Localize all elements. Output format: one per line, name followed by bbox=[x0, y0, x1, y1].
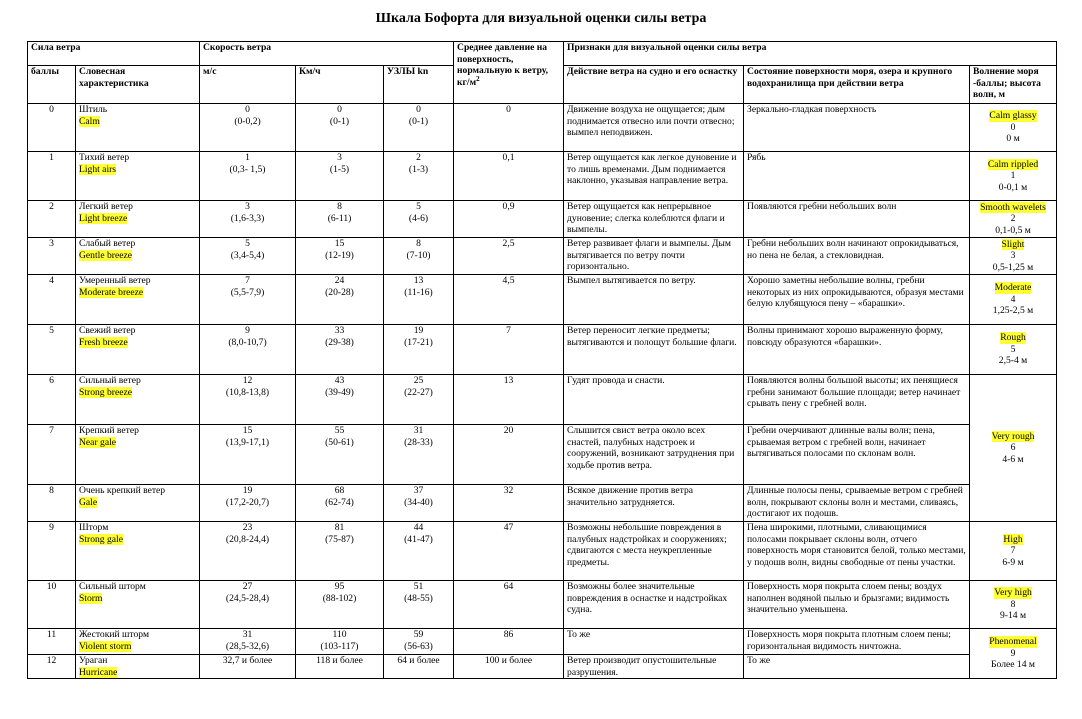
wave-cell bbox=[970, 375, 1057, 522]
sea-state: То же bbox=[744, 655, 970, 679]
speed-kmh-range: (50-61) bbox=[325, 436, 354, 448]
speed-knots-range: (28-33) bbox=[404, 436, 433, 448]
beaufort-number: 6 bbox=[28, 375, 76, 425]
beaufort-table bbox=[27, 41, 1057, 679]
speed-kmh-range: (6-11) bbox=[327, 212, 352, 224]
speed-kmh bbox=[296, 425, 384, 485]
table-row bbox=[28, 655, 1057, 679]
name-ru: Тихий ветер bbox=[79, 152, 130, 163]
speed-ms-range: (3,4-5,4) bbox=[230, 249, 265, 261]
wave-name-en: Rough bbox=[1000, 332, 1026, 344]
speed-knots bbox=[384, 275, 454, 325]
speed-kmh-range: (88-102) bbox=[322, 592, 357, 604]
name-en: Gale bbox=[79, 496, 98, 508]
speed-ms-value: 0 bbox=[245, 104, 250, 115]
pressure-value: 100 и более bbox=[454, 655, 564, 679]
sea-state: Длинные полосы пены, срываемые ветром с гребней волн, покрывают склоны волн и местами, сливаясь, достигают их подошв. bbox=[744, 485, 970, 522]
speed-knots-range: (7-10) bbox=[406, 249, 431, 261]
speed-knots-value: 51 bbox=[413, 581, 424, 592]
wave-cell bbox=[970, 238, 1057, 275]
header-kmh: Км/ч bbox=[296, 66, 384, 104]
speed-knots bbox=[384, 325, 454, 375]
speed-ms bbox=[200, 655, 296, 679]
speed-ms-range: (20,8-24,4) bbox=[225, 533, 270, 545]
speed-knots-value: 2 bbox=[416, 152, 421, 163]
table-row bbox=[28, 629, 1057, 655]
verbal-cell bbox=[76, 581, 200, 629]
wave-cell bbox=[970, 522, 1057, 581]
wave-name-en: Slight bbox=[1001, 238, 1025, 250]
verbal-cell bbox=[76, 425, 200, 485]
ship-effect: Ветер ощущается как легкое дуновение и то лишь временами. Дым поднимается наклонно, указывая направление ветра. bbox=[564, 152, 744, 201]
speed-kmh bbox=[296, 325, 384, 375]
name-en: Storm bbox=[79, 592, 103, 604]
wave-cell bbox=[970, 152, 1057, 201]
ship-effect: Гудят провода и снасти. bbox=[564, 375, 744, 425]
sea-state: Поверхность моря покрыта плотным слоем пены; горизонтальная видимость ничтожна. bbox=[744, 629, 970, 655]
name-en: Gentle breeze bbox=[79, 249, 132, 261]
speed-knots-range: (34-40) bbox=[404, 496, 433, 508]
wave-height: 4-6 м bbox=[1002, 453, 1024, 465]
name-en: Moderate breeze bbox=[79, 286, 144, 298]
ship-effect: Ветер ощущается как непрерывное дуновение; слегка колеблются флаги и вымпелы. bbox=[564, 201, 744, 238]
speed-knots-range: (56-63) bbox=[404, 640, 433, 652]
header-force: Сила ветра bbox=[28, 42, 200, 66]
name-ru: Крепкий ветер bbox=[79, 425, 139, 436]
verbal-cell bbox=[76, 375, 200, 425]
pressure-value: 64 bbox=[454, 581, 564, 629]
speed-ms-value: 27 bbox=[242, 581, 253, 592]
speed-knots-value: 25 bbox=[413, 375, 424, 386]
speed-knots bbox=[384, 238, 454, 275]
verbal-cell bbox=[76, 152, 200, 201]
wave-height: 6-9 м bbox=[1002, 556, 1024, 568]
table-row bbox=[28, 104, 1057, 152]
speed-kmh-value: 15 bbox=[334, 238, 345, 249]
speed-kmh-value: 8 bbox=[337, 201, 342, 212]
speed-kmh-value: 33 bbox=[334, 325, 345, 336]
speed-knots bbox=[384, 655, 454, 679]
beaufort-number: 10 bbox=[28, 581, 76, 629]
name-ru: Легкий ветер bbox=[79, 201, 133, 212]
beaufort-number: 12 bbox=[28, 655, 76, 679]
sea-state: Зеркально-гладкая поверхность bbox=[744, 104, 970, 152]
name-ru: Штиль bbox=[79, 104, 108, 115]
wave-cell bbox=[970, 325, 1057, 375]
speed-kmh bbox=[296, 201, 384, 238]
pressure-value: 32 bbox=[454, 485, 564, 522]
speed-kmh-value: 81 bbox=[334, 522, 345, 533]
speed-ms-range: (24,5-28,4) bbox=[225, 592, 270, 604]
beaufort-number: 2 bbox=[28, 201, 76, 238]
speed-kmh-value: 3 bbox=[337, 152, 342, 163]
ship-effect: Всякое движение против ветра значительно затрудняется. bbox=[564, 485, 744, 522]
table-row bbox=[28, 275, 1057, 325]
speed-ms bbox=[200, 325, 296, 375]
table-row bbox=[28, 425, 1057, 485]
beaufort-number: 4 bbox=[28, 275, 76, 325]
speed-kmh-value: 68 bbox=[334, 485, 345, 496]
wave-score: 4 bbox=[1010, 293, 1016, 305]
speed-kmh-value: 0 bbox=[337, 104, 342, 115]
speed-knots-value: 44 bbox=[413, 522, 424, 533]
speed-knots bbox=[384, 152, 454, 201]
table-row bbox=[28, 581, 1057, 629]
speed-ms-range: (28,5-32,6) bbox=[225, 640, 270, 652]
wave-score: 5 bbox=[1010, 343, 1016, 355]
speed-kmh-range: (103-117) bbox=[320, 640, 359, 652]
name-en: Fresh breeze bbox=[79, 336, 128, 348]
speed-knots-range: (17-21) bbox=[404, 336, 433, 348]
speed-kmh bbox=[296, 375, 384, 425]
wave-score: 2 bbox=[1010, 213, 1016, 225]
wave-name-en: Very high bbox=[994, 587, 1032, 599]
pressure-value: 4,5 bbox=[454, 275, 564, 325]
header-ms: м/с bbox=[200, 66, 296, 104]
verbal-cell bbox=[76, 104, 200, 152]
verbal-cell bbox=[76, 201, 200, 238]
sea-state: Волны принимают хорошо выраженную форму, повсюду образуются «барашки». bbox=[744, 325, 970, 375]
speed-kmh bbox=[296, 522, 384, 581]
speed-knots bbox=[384, 629, 454, 655]
wave-height: Более 14 м bbox=[991, 659, 1035, 671]
beaufort-number: 5 bbox=[28, 325, 76, 375]
beaufort-number: 3 bbox=[28, 238, 76, 275]
speed-knots-range: (11-16) bbox=[404, 286, 433, 298]
speed-kmh-range: (1-5) bbox=[329, 163, 350, 175]
speed-kmh-range: (29-38) bbox=[325, 336, 354, 348]
speed-ms bbox=[200, 275, 296, 325]
speed-ms bbox=[200, 152, 296, 201]
name-ru: Очень крепкий ветер bbox=[79, 485, 166, 496]
header-row-1 bbox=[28, 42, 1057, 66]
speed-ms bbox=[200, 522, 296, 581]
verbal-cell bbox=[76, 522, 200, 581]
speed-ms-value: 7 bbox=[245, 275, 250, 286]
speed-ms-range: (1,6-3,3) bbox=[230, 212, 265, 224]
ship-effect: Ветер развивает флаги и вымпелы. Дым вытягивается по ветру почти горизонтально. bbox=[564, 238, 744, 275]
table-row bbox=[28, 522, 1057, 581]
speed-knots-range: (0-1) bbox=[408, 115, 429, 127]
ship-effect: Ветер переносит легкие предметы; вытягиваются и полощут большие флаги. bbox=[564, 325, 744, 375]
pressure-value: 0,1 bbox=[454, 152, 564, 201]
pressure-value: 13 bbox=[454, 375, 564, 425]
beaufort-number: 9 bbox=[28, 522, 76, 581]
beaufort-number: 11 bbox=[28, 629, 76, 655]
speed-knots bbox=[384, 201, 454, 238]
sea-state: Поверхность моря покрыта слоем пены; воздух наполнен водяной пылью и брызгами; видимость значительно уменьшена. bbox=[744, 581, 970, 629]
wave-name-en: Moderate bbox=[994, 282, 1032, 294]
sea-state: Рябь bbox=[744, 152, 970, 201]
speed-kmh-range: (62-74) bbox=[325, 496, 354, 508]
speed-kmh bbox=[296, 152, 384, 201]
speed-ms-value: 1 bbox=[245, 152, 250, 163]
speed-ms-range: (0,3- 1,5) bbox=[229, 163, 266, 175]
table-row bbox=[28, 152, 1057, 201]
speed-knots-range: (22-27) bbox=[404, 386, 433, 398]
page-title: Шкала Бофорта для визуальной оценки силы ветра bbox=[375, 11, 707, 26]
wave-score: 3 bbox=[1010, 250, 1016, 262]
speed-kmh bbox=[296, 581, 384, 629]
speed-knots-value: 13 bbox=[413, 275, 424, 286]
sea-state: Гребни небольших волн начинают опрокидываться, но пена не белая, а стекловидная. bbox=[744, 238, 970, 275]
speed-ms-value: 9 bbox=[245, 325, 250, 336]
name-en: Strong gale bbox=[79, 533, 123, 545]
wave-name-en: Calm rippled bbox=[987, 158, 1039, 170]
speed-knots bbox=[384, 522, 454, 581]
header-ship: Действие ветра на судно и его оснастку bbox=[564, 66, 744, 104]
sea-state: Появляются гребни небольших волн bbox=[744, 201, 970, 238]
ship-effect: Возможны небольшие повреждения в палубных надстройках и сооружениях; сдвигаются с места неукрепленные предметы. bbox=[564, 522, 744, 581]
name-ru: Шторм bbox=[79, 522, 109, 533]
table-row bbox=[28, 375, 1057, 425]
wave-height: 9-14 м bbox=[999, 610, 1027, 622]
speed-knots-value: 64 и более bbox=[397, 655, 440, 666]
ship-effect: Возможны более значительные повреждения в оснастке и надстройках судна. bbox=[564, 581, 744, 629]
sea-state: Появляются волны большой высоты; их пенящиеся гребни занимают большие площади; ветер начинает срывать пену с гребней волн. bbox=[744, 375, 970, 425]
speed-kmh bbox=[296, 104, 384, 152]
wave-score: 6 bbox=[1010, 442, 1016, 454]
speed-ms-range: (8,0-10,7) bbox=[228, 336, 267, 348]
name-en: Light breeze bbox=[79, 212, 128, 224]
speed-ms-range: (17,2-20,7) bbox=[225, 496, 270, 508]
speed-knots-value: 31 bbox=[413, 425, 424, 436]
ship-effect: Ветер производит опустошительные разрушения. bbox=[564, 655, 744, 679]
pressure-value: 0,9 bbox=[454, 201, 564, 238]
speed-ms bbox=[200, 201, 296, 238]
name-en: Strong breeze bbox=[79, 386, 133, 398]
speed-ms-value: 12 bbox=[242, 375, 253, 386]
wave-score: 8 bbox=[1010, 598, 1016, 610]
verbal-cell bbox=[76, 325, 200, 375]
beaufort-number: 7 bbox=[28, 425, 76, 485]
name-ru: Сильный шторм bbox=[79, 581, 146, 592]
speed-knots-value: 0 bbox=[416, 104, 421, 115]
speed-ms-range: (5,5-7,9) bbox=[230, 286, 265, 298]
wave-name-en: Phenomenal bbox=[989, 636, 1037, 648]
name-en: Hurricane bbox=[79, 666, 118, 678]
ship-effect: То же bbox=[564, 629, 744, 655]
wave-name-en: Smooth wavelets bbox=[980, 201, 1046, 213]
speed-kmh-value: 24 bbox=[334, 275, 345, 286]
speed-kmh bbox=[296, 275, 384, 325]
speed-knots bbox=[384, 425, 454, 485]
table-row bbox=[28, 238, 1057, 275]
pressure-value: 47 bbox=[454, 522, 564, 581]
speed-kmh-value: 118 и более bbox=[316, 655, 363, 666]
wave-height: 0,5-1,25 м bbox=[992, 261, 1034, 273]
speed-kmh bbox=[296, 238, 384, 275]
speed-knots-value: 37 bbox=[413, 485, 424, 496]
wave-cell bbox=[970, 629, 1057, 679]
speed-kmh-value: 55 bbox=[334, 425, 345, 436]
speed-knots-value: 8 bbox=[416, 238, 421, 249]
name-ru: Свежий ветер bbox=[79, 325, 136, 336]
speed-kmh-range: (12-19) bbox=[325, 249, 354, 261]
speed-kmh-range: (0-1) bbox=[329, 115, 350, 127]
wave-cell bbox=[970, 201, 1057, 238]
beaufort-number: 8 bbox=[28, 485, 76, 522]
pressure-value: 20 bbox=[454, 425, 564, 485]
wave-score: 7 bbox=[1010, 545, 1016, 557]
pressure-value: 7 bbox=[454, 325, 564, 375]
wave-cell bbox=[970, 581, 1057, 629]
speed-knots-value: 5 bbox=[416, 201, 421, 212]
speed-ms-range: (13,9-17,1) bbox=[225, 436, 270, 448]
name-en: Light airs bbox=[79, 163, 117, 175]
wave-height: 0,1-0,5 м bbox=[995, 224, 1031, 236]
speed-ms bbox=[200, 425, 296, 485]
name-ru: Сильный ветер bbox=[79, 375, 141, 386]
speed-kmh-range: (75-87) bbox=[325, 533, 354, 545]
speed-ms-value: 31 bbox=[242, 629, 253, 640]
pressure-value: 0 bbox=[454, 104, 564, 152]
speed-ms bbox=[200, 629, 296, 655]
verbal-cell bbox=[76, 275, 200, 325]
header-knots: УЗЛЫ kn bbox=[384, 66, 454, 104]
speed-ms-value: 3 bbox=[245, 201, 250, 212]
verbal-cell bbox=[76, 629, 200, 655]
sea-state: Хорошо заметны небольшие волны, гребни некоторых из них опрокидываются, образуя местами белую клубящуюся пену – «барашки». bbox=[744, 275, 970, 325]
ship-effect: Движение воздуха не ощущается; дым поднимается отвесно или почти отвесно; вымпел неподвижен. bbox=[564, 104, 744, 152]
speed-ms bbox=[200, 375, 296, 425]
speed-knots-range: (48-55) bbox=[404, 592, 433, 604]
name-ru: Жестокий шторм bbox=[79, 629, 150, 640]
speed-ms bbox=[200, 104, 296, 152]
header-sea: Состояние поверхности моря, озера и крупного водохранилища при действии ветра bbox=[744, 66, 970, 104]
speed-ms-value: 23 bbox=[242, 522, 253, 533]
speed-ms-range: (0-0,2) bbox=[234, 115, 261, 127]
header-signs: Признаки для визуальной оценки силы ветра bbox=[564, 42, 1057, 66]
speed-kmh-value: 110 bbox=[332, 629, 347, 640]
sea-state: Пена широкими, плотными, сливающимися полосами покрывает склоны волн, отчего поверхность моря становится белой, только местами, у подошв волн, видны свободные от пены участки. bbox=[744, 522, 970, 581]
speed-kmh bbox=[296, 629, 384, 655]
wave-name-en: Calm glassy bbox=[989, 110, 1037, 122]
ship-effect: Слышится свист ветра около всех снастей, палубных надстроек и сооружений, возникают затруднения при ходьбе против ветра. bbox=[564, 425, 744, 485]
wave-height: 1,25-2,5 м bbox=[992, 305, 1034, 317]
speed-knots bbox=[384, 581, 454, 629]
wave-name-en: Very rough bbox=[991, 430, 1035, 442]
speed-kmh bbox=[296, 655, 384, 679]
speed-ms-value: 15 bbox=[242, 425, 253, 436]
table-row bbox=[28, 485, 1057, 522]
wave-height: 0 м bbox=[1006, 133, 1020, 145]
speed-kmh-range: (39-49) bbox=[325, 386, 354, 398]
speed-ms-value: 5 bbox=[245, 238, 250, 249]
name-en: Violent storm bbox=[79, 640, 132, 652]
header-pressure: Среднее давление на поверхность, нормальную к ветру, $кг/м^2$ bbox=[454, 42, 564, 104]
beaufort-number: 0 bbox=[28, 104, 76, 152]
name-ru: Умеренный ветер bbox=[79, 275, 151, 286]
wave-score: 0 bbox=[1010, 121, 1016, 133]
wave-height: 2,5-4 м bbox=[998, 355, 1028, 367]
wave-score: 1 bbox=[1010, 170, 1016, 182]
speed-knots-range: (4-6) bbox=[408, 212, 429, 224]
table-row bbox=[28, 325, 1057, 375]
speed-ms-value: 19 bbox=[242, 485, 253, 496]
speed-kmh-range: (20-28) bbox=[325, 286, 354, 298]
speed-knots bbox=[384, 485, 454, 522]
pressure-value: 86 bbox=[454, 629, 564, 655]
wave-height: 0-0,1 м bbox=[998, 181, 1028, 193]
wave-name-en: High bbox=[1003, 533, 1023, 545]
wave-cell bbox=[970, 104, 1057, 152]
verbal-cell bbox=[76, 655, 200, 679]
speed-kmh-value: 43 bbox=[334, 375, 345, 386]
speed-kmh bbox=[296, 485, 384, 522]
speed-knots-value: 19 bbox=[413, 325, 424, 336]
verbal-cell bbox=[76, 485, 200, 522]
name-ru: Слабый ветер bbox=[79, 238, 136, 249]
speed-ms-range: (10,8-13,8) bbox=[225, 386, 270, 398]
header-verbal: Словесная характеристика bbox=[76, 66, 200, 104]
speed-knots-range: (41-47) bbox=[404, 533, 433, 545]
header-points: баллы bbox=[28, 66, 76, 104]
header-waves: Волнение моря -баллы; высота волн, м bbox=[970, 66, 1057, 104]
table-body bbox=[28, 104, 1057, 679]
wave-cell bbox=[970, 275, 1057, 325]
speed-kmh-value: 95 bbox=[334, 581, 345, 592]
verbal-cell bbox=[76, 238, 200, 275]
name-en: Near gale bbox=[79, 436, 117, 448]
speed-ms bbox=[200, 485, 296, 522]
wave-score: 9 bbox=[1010, 647, 1016, 659]
speed-ms bbox=[200, 581, 296, 629]
speed-knots-range: (1-3) bbox=[408, 163, 429, 175]
speed-knots bbox=[384, 375, 454, 425]
speed-knots bbox=[384, 104, 454, 152]
ship-effect: Вымпел вытягивается по ветру. bbox=[564, 275, 744, 325]
speed-ms-value: 32,7 и более bbox=[222, 655, 273, 666]
table-row bbox=[28, 201, 1057, 238]
name-ru: Ураган bbox=[79, 655, 108, 666]
header-speed: Скорость ветра bbox=[200, 42, 454, 66]
speed-knots-value: 59 bbox=[413, 629, 424, 640]
speed-ms bbox=[200, 238, 296, 275]
beaufort-number: 1 bbox=[28, 152, 76, 201]
sea-state: Гребни очерчивают длинные валы волн; пена, срываемая ветром с гребней волн, начинает вытягиваться полосами по склонам волн. bbox=[744, 425, 970, 485]
pressure-value: 2,5 bbox=[454, 238, 564, 275]
name-en: Calm bbox=[79, 115, 100, 127]
